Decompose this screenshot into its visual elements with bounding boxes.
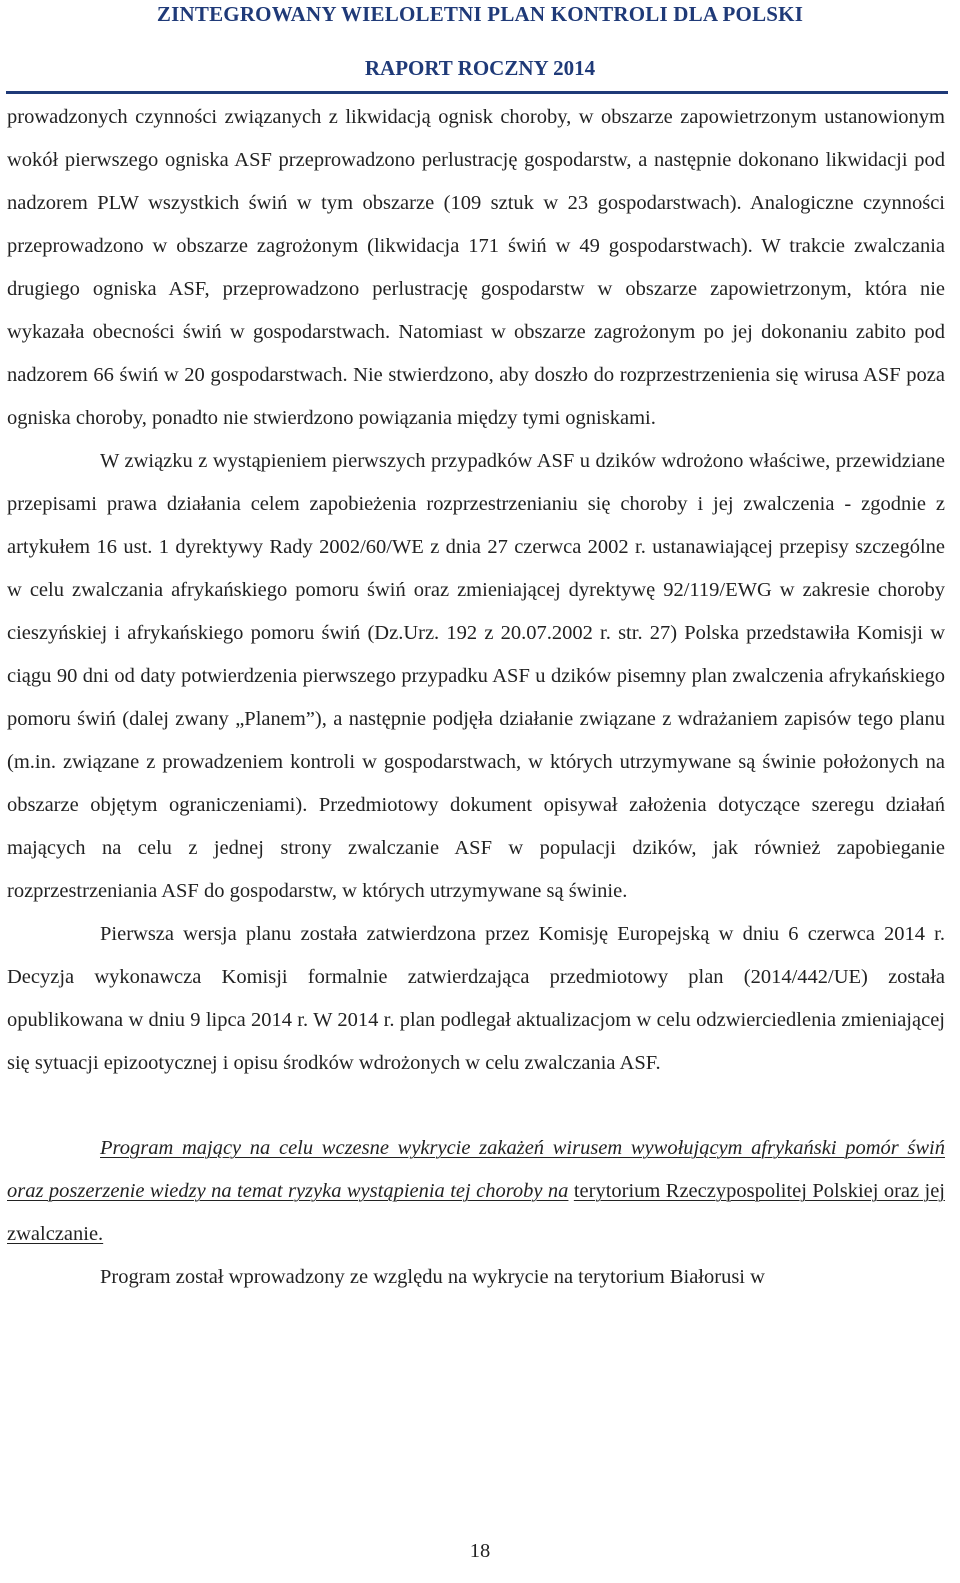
- section-heading-italic: Program mający na celu wczesne wykrycie zakażeń wirusem wywołującym afrykański pomór świń oraz poszerzenie wiedzy na temat ryzyka wystąpienia tej choroby na: [7, 1137, 945, 1202]
- document-body: [7, 96, 945, 1299]
- section-heading: [7, 1127, 945, 1256]
- page-number: 18: [469, 1540, 491, 1562]
- paragraph-2: W związku z wystąpieniem pierwszych przypadków ASF u dzików wdrożono właściwe, przewidziane przepisami prawa działania celem zapobieżenia rozprzestrzenianiu się choroby i jej zwalczenia - zgodnie z artykułem 16 ust. 1 dyrektywy Rady 2002/60/WE z dnia 27 czerwca 2002 r. ustanawiającej przepisy szczególne w celu zwalczania afrykańskiego pomoru świń oraz zmieniającej dyrektywę 92/119/EWG w zakresie choroby cieszyńskiej i afrykańskiego pomoru świń (Dz.Urz. 192 z 20.07.2002 r. str. 27) Polska przedstawiła Komisji w ciągu 90 dni od daty potwierdzenia pierwszego przypadku ASF u dzików pisemny plan zwalczenia afrykańskiego pomoru świń (dalej zwany „Planem”), a następnie podjęła działanie związane z wdrażaniem zapisów tego planu (m.in. związane z prowadzeniem kontroli w gospodarstwach, w których utrzymywane są świnie położonych na obszarze objętym ograniczeniami). Przedmiotowy dokument opisywał założenia dotyczące szeregu działań mających na celu z jednej strony zwalczanie ASF w populacji dzików, jak również zapobieganie rozprzestrzeniania ASF do gospodarstw, w których utrzymywane są świnie.: [7, 450, 945, 902]
- section-heading-normal: terytorium Rzeczypospolitej Polskiej oraz jej zwalczanie.: [7, 1180, 946, 1245]
- paragraph-4: Program został wprowadzony ze względu na wykrycie na terytorium Białorusi w: [100, 1266, 765, 1288]
- paragraph-1: prowadzonych czynności związanych z likwidacją ognisk choroby, w obszarze zapowietrzonym ustanowionym wokół pierwszego ogniska ASF przeprowadzono perlustrację gospodarstw, a następnie dokonano likwidacji pod nadzorem PLW wszystkich świń w tym obszarze (109 sztuk w 23 gospodarstwach). Analogiczne czynności przeprowadzono w obszarze zagrożonym (likwidacja 171 świń w 49 gospodarstwach). W trakcie zwalczania drugiego ogniska ASF, przeprowadzono perlustrację gospodarstw w obszarze zapowietrzonym, która nie wykazała obecności świń w gospodarstwach. Natomiast w obszarze zagrożonym po jej dokonaniu zabito pod nadzorem 66 świń w 20 gospodarstwach. Nie stwierdzono, aby doszło do rozprzestrzenienia się wirusa ASF poza ogniska choroby, ponadto nie stwierdzono powiązania między tymi ogniskami.: [7, 106, 945, 429]
- document-header-subtitle: RAPORT ROCZNY 2014: [364, 56, 596, 80]
- document-header-title: ZINTEGROWANY WIELOLETNI PLAN KONTROLI DLA POLSKI: [156, 2, 804, 26]
- paragraph-3: Pierwsza wersja planu została zatwierdzona przez Komisję Europejską w dniu 6 czerwca 2014 r. Decyzja wykonawcza Komisji formalnie zatwierdzająca przedmiotowy plan (2014/442/UE) została opublikowana w dniu 9 lipca 2014 r. W 2014 r. plan podlegał aktualizacjom w celu odzwierciedlenia zmieniającej się sytuacji epizootycznej i opisu środków wdrożonych w celu zwalczania ASF.: [7, 923, 945, 1074]
- header-divider: [6, 91, 948, 94]
